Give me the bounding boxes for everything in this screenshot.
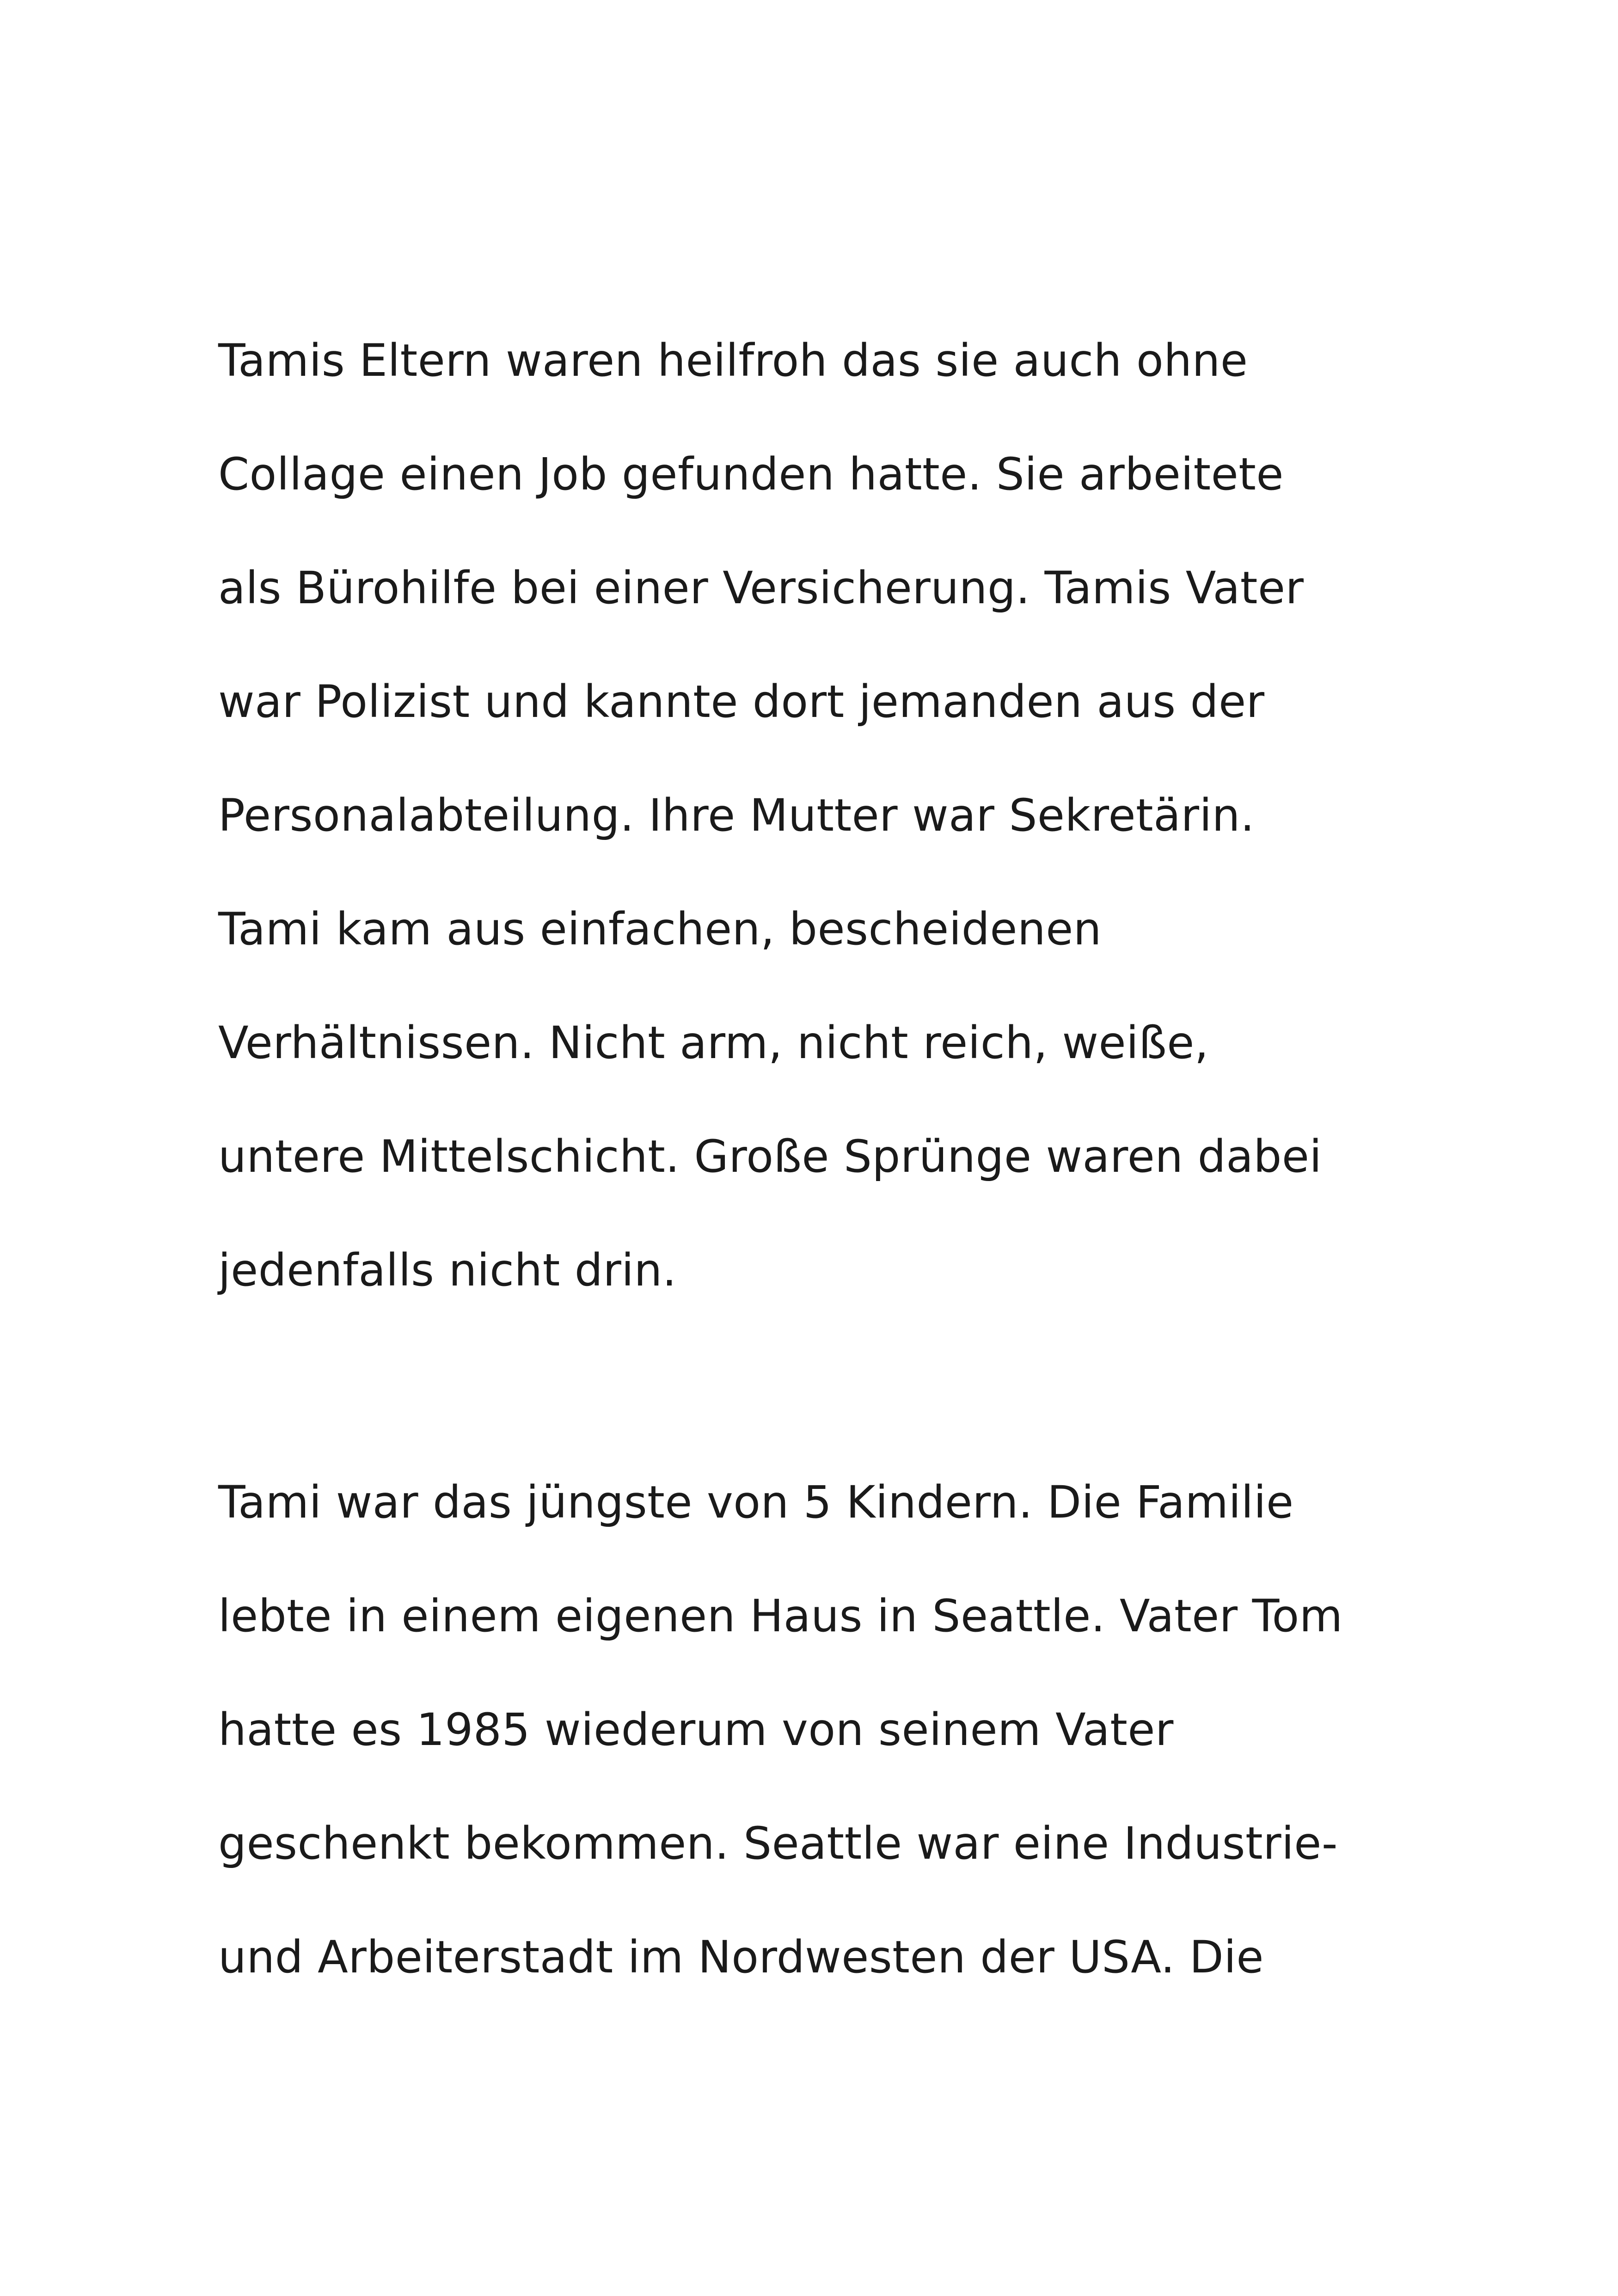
text-line: untere Mittelschicht. Große Sprünge waren dabei (218, 1131, 1322, 1182)
text-line: Personalabteilung. Ihre Mutter war Sekretärin. (218, 790, 1255, 841)
text-line: als Bürohilfe bei einer Versicherung. Tamis Vater (218, 562, 1304, 614)
text-line: geschenkt bekommen. Seattle war eine Industrie- (218, 1818, 1338, 1869)
paragraph (218, 1476, 1420, 2048)
text-line: lebte in einem eigenen Haus in Seattle. Vater Tom (218, 1590, 1343, 1642)
text-line: Tami kam aus einfachen, bescheidenen (218, 903, 1102, 955)
text-line: jedenfalls nicht drin. (218, 1244, 677, 1296)
text-line: Collage einen Job gefunden hatte. Sie arbeitete (218, 448, 1284, 500)
text-line: und Arbeiterstadt im Nordwesten der USA. Die (218, 1931, 1264, 1983)
paragraph (218, 337, 1420, 1361)
text-line: Tamis Eltern waren heilfroh das sie auch ohne (218, 335, 1248, 386)
text-line: Verhältnissen. Nicht arm, nicht reich, weiße, (218, 1017, 1209, 1069)
text-line: Tami war das jüngste von 5 Kindern. Die Familie (218, 1476, 1294, 1528)
text-line: hatte es 1985 wiederum von seinem Vater (218, 1704, 1174, 1756)
text-line: war Polizist und kannte dort jemanden aus der (218, 676, 1265, 728)
